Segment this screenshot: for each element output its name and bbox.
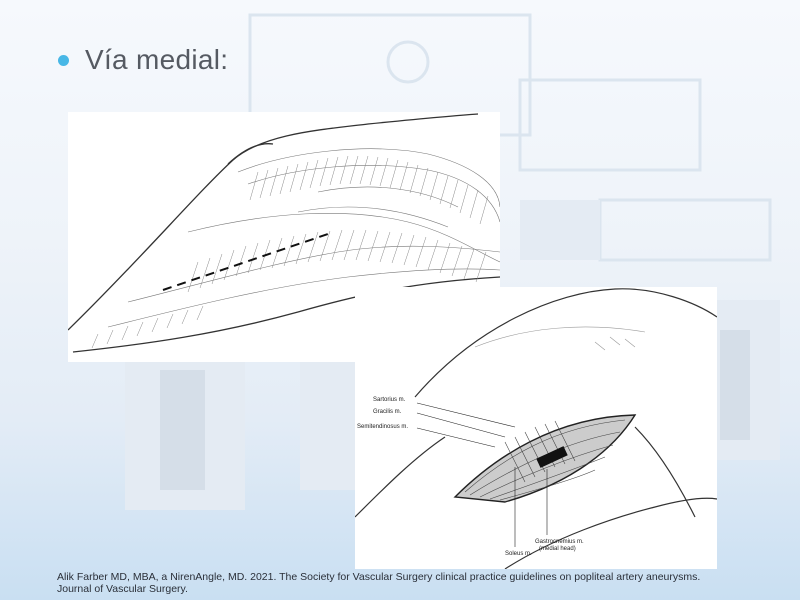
muscle-exposure-illustration xyxy=(355,287,717,569)
citation-line-2: Journal of Vascular Surgery. xyxy=(57,583,188,595)
label-sartorius: Sartorius m. xyxy=(373,397,406,403)
label-soleus: Soleus m. xyxy=(505,551,532,557)
label-gastrocnemius-head: (medial head) xyxy=(539,546,576,552)
label-gastrocnemius: Gastrocnemius m. xyxy=(535,539,584,545)
bullet-icon xyxy=(58,55,69,66)
citation xyxy=(57,571,797,595)
slide-title: Vía medial: xyxy=(85,44,229,75)
title-row xyxy=(58,44,228,76)
label-gracilis: Gracilis m. xyxy=(373,409,402,415)
label-semitendinosus: Semitendinosus m. xyxy=(357,424,409,430)
citation-line-1: Alik Farber MD, MBA, a NirenAngle, MD. 2021. The Society for Vascular Surgery clinical practice guidelines on popliteal artery aneurysms. xyxy=(57,571,701,583)
